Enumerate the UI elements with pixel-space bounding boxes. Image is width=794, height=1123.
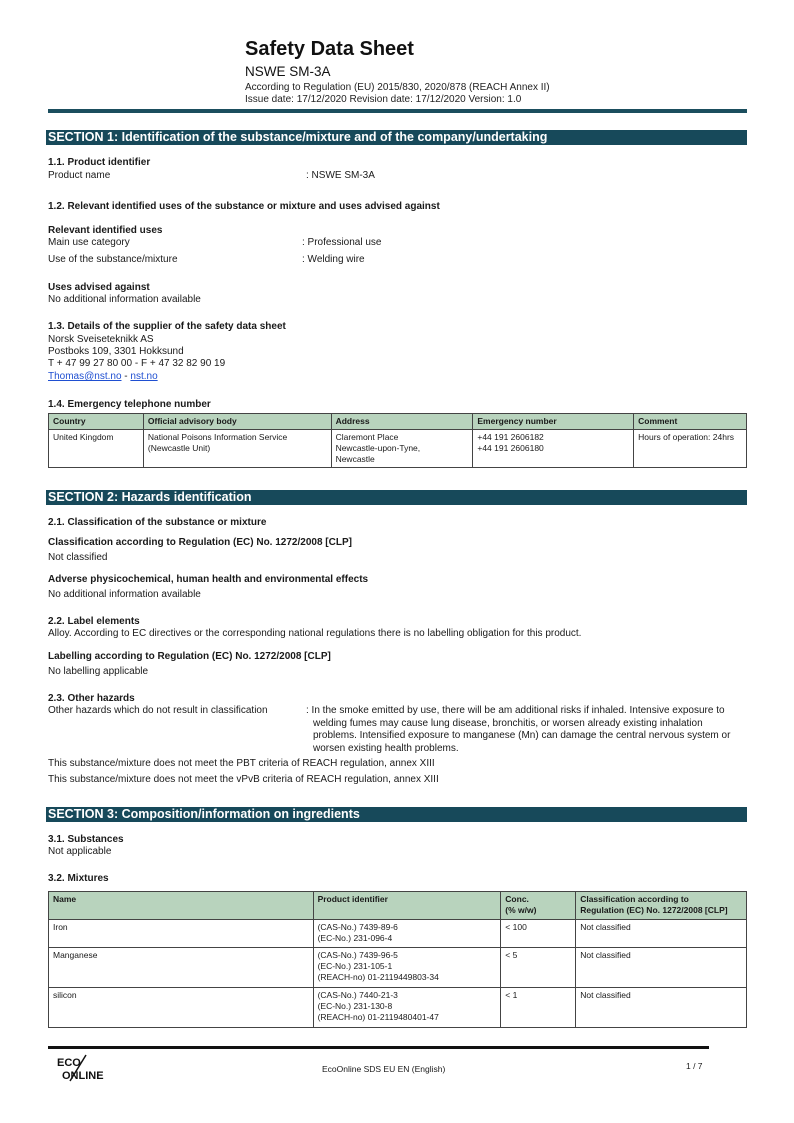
use-label: Use of the substance/mixture <box>48 254 178 265</box>
section-2-header: SECTION 2: Hazards identification <box>46 490 747 505</box>
cell-conc: < 1 <box>501 988 576 1028</box>
col-advisory-body: Official advisory body <box>143 414 331 430</box>
col-name: Name <box>49 892 314 920</box>
cell-emergency-number: +44 191 2606182 +44 191 2606180 <box>473 430 634 468</box>
section-3-header: SECTION 3: Composition/information on ingredients <box>46 807 747 822</box>
col-product-identifier: Product identifier <box>313 892 501 920</box>
product-name-value: : NSWE SM-3A <box>306 170 375 181</box>
issue-date-line: Issue date: 17/12/2020 Revision date: 17/12/2020 Version: 1.0 <box>245 94 522 105</box>
website-link[interactable]: nst.no <box>130 371 158 382</box>
email-link[interactable]: Thomas@nst.no <box>48 371 122 382</box>
table-row <box>49 430 747 468</box>
col-country: Country <box>49 414 144 430</box>
s11-heading: 1.1. Product identifier <box>48 157 151 168</box>
col-address: Address <box>331 414 473 430</box>
cell-name: Iron <box>49 920 314 948</box>
header-divider <box>48 109 747 113</box>
section-1-header: SECTION 1: Identification of the substance/mixture and of the company/undertaking <box>46 130 747 145</box>
vpvb-text: This substance/mixture does not meet the vPvB criteria of REACH regulation, annex XIII <box>48 774 439 785</box>
supplier-name: Norsk Sveiseteknikk AS <box>48 334 154 345</box>
advised-against-text: No additional information available <box>48 294 201 305</box>
s12-heading: 1.2. Relevant identified uses of the substance or mixture and uses advised against <box>48 201 440 212</box>
table-row <box>49 948 747 988</box>
labelling-text: No labelling applicable <box>48 666 149 677</box>
s32-heading: 3.2. Mixtures <box>48 873 109 884</box>
s14-heading: 1.4. Emergency telephone number <box>48 399 211 410</box>
adverse-text: No additional information available <box>48 589 201 600</box>
clp-text: Not classified <box>48 552 108 563</box>
cell-name: Manganese <box>49 948 314 988</box>
supplier-address: Postboks 109, 3301 Hokksund <box>48 346 184 357</box>
clp-heading: Classification according to Regulation (EC) No. 1272/2008 [CLP] <box>48 537 352 548</box>
s22-heading: 2.2. Label elements <box>48 616 140 627</box>
main-use-label: Main use category <box>48 237 130 248</box>
relevant-uses-heading: Relevant identified uses <box>48 225 163 236</box>
s31-text: Not applicable <box>48 846 112 857</box>
emergency-table <box>48 413 747 468</box>
s13-heading: 1.3. Details of the supplier of the safety data sheet <box>48 321 286 332</box>
cell-classification: Not classified <box>576 948 747 988</box>
logo-mark <box>56 1052 116 1082</box>
s22-text: Alloy. According to EC directives or the corresponding national regulations there is no labelling obligation for this product. <box>48 628 582 639</box>
footer-divider <box>48 1046 709 1049</box>
col-emergency-number: Emergency number <box>473 414 634 430</box>
cell-country: United Kingdom <box>49 430 144 468</box>
cell-name: silicon <box>49 988 314 1028</box>
main-use-value: : Professional use <box>302 237 382 248</box>
use-value: : Welding wire <box>302 254 365 265</box>
logo-online: ONLINE <box>62 1070 104 1082</box>
footer-text: EcoOnline SDS EU EN (English) <box>322 1064 446 1074</box>
mixtures-header-row <box>49 892 747 920</box>
cell-address: Claremont Place Newcastle-upon-Tyne, Newcastle <box>331 430 473 468</box>
product-name-label: Product name <box>48 170 111 181</box>
cell-comment: Hours of operation: 24hrs <box>634 430 747 468</box>
cell-identifier: (CAS-No.) 7439-89-6 (EC-No.) 231-096-4 <box>313 920 501 948</box>
col-classification: Classification according to Regulation (EC) No. 1272/2008 [CLP] <box>576 892 747 920</box>
other-hazards-label: Other hazards which do not result in classification <box>48 705 268 716</box>
mixtures-table <box>48 891 747 1028</box>
supplier-phone: T + 47 99 27 80 00 - F + 47 32 82 90 19 <box>48 358 226 369</box>
cell-advisory-body: National Poisons Information Service (Newcastle Unit) <box>143 430 331 468</box>
document-title: Safety Data Sheet <box>245 38 414 60</box>
cell-classification: Not classified <box>576 920 747 948</box>
logo-eco: ECO <box>57 1057 81 1069</box>
s23-heading: 2.3. Other hazards <box>48 693 135 704</box>
pbt-text: This substance/mixture does not meet the PBT criteria of REACH regulation, annex XIII <box>48 758 435 769</box>
emergency-header-row <box>49 414 747 430</box>
cell-classification: Not classified <box>576 988 747 1028</box>
other-hazards-value: : In the smoke emitted by use, there will be am additional risks if inhaled. Intensive exposure to welding fumes may cause lung disease, bronchitis, or worsen already existing inhalation problems. Intensified exposure to manganese (Mn) can damage the central nervous system or worsen existing health problems. <box>306 705 731 754</box>
product-subtitle: NSWE SM-3A <box>245 64 331 79</box>
s31-heading: 3.1. Substances <box>48 834 124 845</box>
col-comment: Comment <box>634 414 747 430</box>
page-number: 1 / 7 <box>686 1061 703 1071</box>
advised-against-heading: Uses advised against <box>48 282 150 293</box>
labelling-heading: Labelling according to Regulation (EC) No. 1272/2008 [CLP] <box>48 651 331 662</box>
ecoonline-logo <box>56 1052 116 1082</box>
regulation-line: According to Regulation (EU) 2015/830, 2020/878 (REACH Annex II) <box>245 82 550 93</box>
supplier-contacts <box>48 371 158 383</box>
cell-identifier: (CAS-No.) 7440-21-3 (EC-No.) 231-130-8 (REACH-no) 01-2119480401-47 <box>313 988 501 1028</box>
cell-conc: < 5 <box>501 948 576 988</box>
cell-conc: < 100 <box>501 920 576 948</box>
adverse-heading: Adverse physicochemical, human health and environmental effects <box>48 574 369 585</box>
s21-heading: 2.1. Classification of the substance or mixture <box>48 517 267 528</box>
col-concentration: Conc. (% w/w) <box>501 892 576 920</box>
table-row <box>49 920 747 948</box>
contact-separator: - <box>121 371 131 382</box>
table-row <box>49 988 747 1028</box>
cell-identifier: (CAS-No.) 7439-96-5 (EC-No.) 231-105-1 (REACH-no) 01-2119449803-34 <box>313 948 501 988</box>
